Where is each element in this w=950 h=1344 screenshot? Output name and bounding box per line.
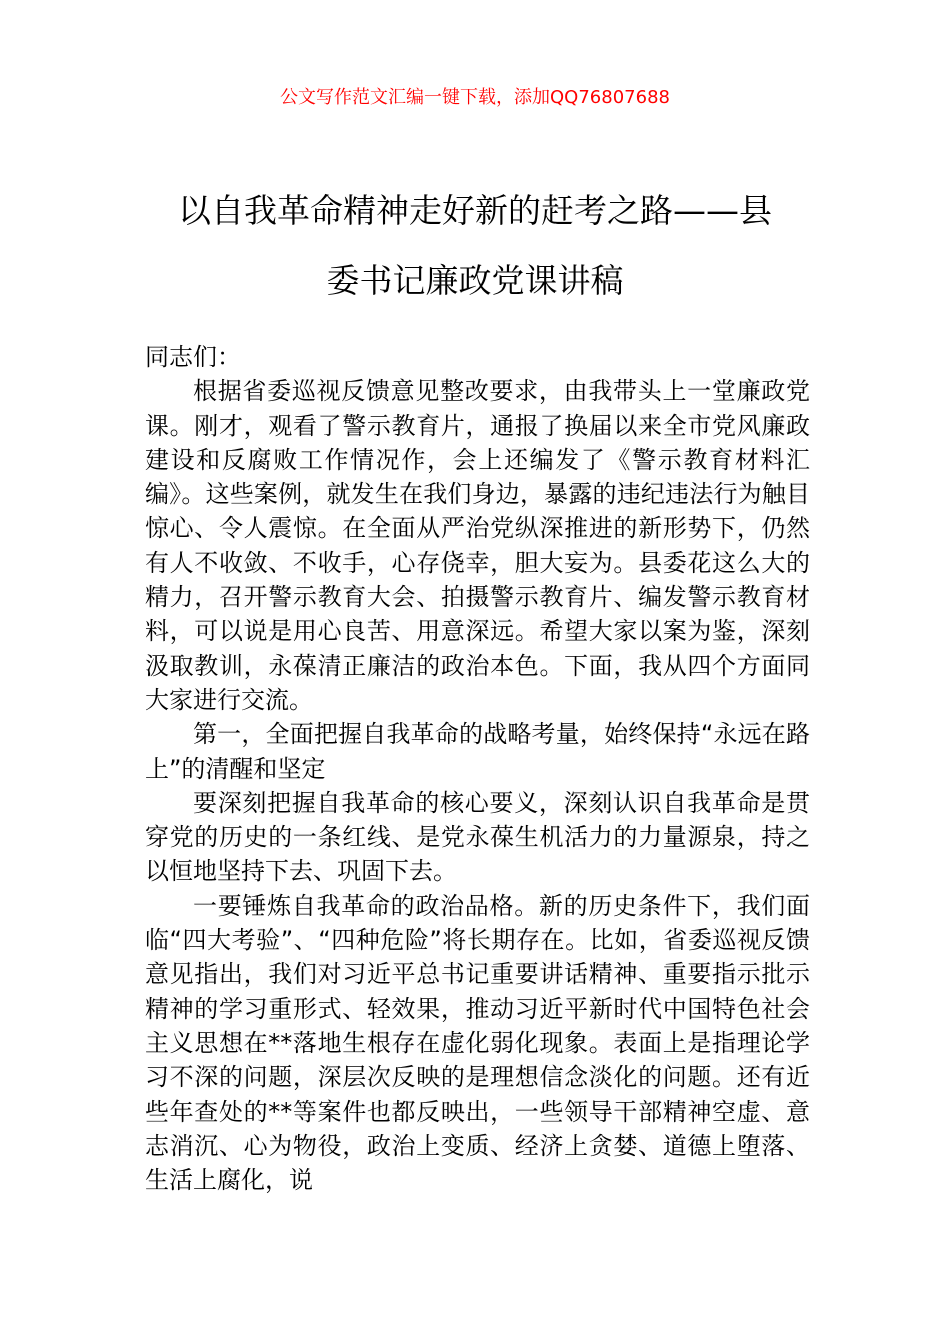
document-body bbox=[145, 340, 810, 1197]
download-notice: 公文写作范文汇编一键下载，添加QQ76807688 bbox=[280, 87, 670, 108]
title-line-1: 以自我革命精神走好新的赶考之路——县 bbox=[178, 191, 772, 230]
salutation: 同志们： bbox=[145, 343, 241, 371]
paragraph-political-character: 一要锤炼自我革命的政治品格。新的历史条件下，我们面临“四大考验”、“四种危险”将长期存在。比如，省委巡视反馈意见指出，我们对习近平总书记重要讲话精神、重要指示批示精神的学习重形式、轻效果，推动习近平新时代中国特色社会主义思想在**落地生根存在虚化弱化现象。表面上是指理论学习不深的问题，深层次反映的是理想信念淡化的问题。还有近些年查处的**等案件也都反映出，一些领导干部精神空虚、意志消沉、心为物役，政治上变质、经济上贪婪、道德上堕落、生活上腐化，说 bbox=[145, 891, 810, 1195]
paragraph-core-meaning: 要深刻把握自我革命的核心要义，深刻认识自我革命是贯穿党的历史的一条红线、是党永葆生机活力的力量源泉，持之以恒地坚持下去、巩固下去。 bbox=[145, 788, 810, 886]
paragraph-intro: 根据省委巡视反馈意见整改要求，由我带头上一堂廉政党课。刚才，观看了警示教育片，通报了换届以来全市党风廉政建设和反腐败工作情况作，会上还编发了《警示教育材料汇编》。这些案例，就发生在我们身边，暴露的违纪违法行为触目惊心、令人震惊。在全面从严治党纵深推进的新形势下，仍然有人不收敛、不收手，心存侥幸，胆大妄为。县委花这么大的精力，召开警示教育大会、拍摄警示教育片、编发警示教育材料，可以说是用心良苦、用意深远。希望大家以案为鉴，深刻汲取教训，永葆清正廉洁的政治本色。下面，我从四个方面同大家进行交流。 bbox=[145, 377, 810, 714]
title-line-2: 委书记廉政党课讲稿 bbox=[326, 261, 624, 300]
document-title bbox=[140, 176, 810, 316]
section-heading-1: 第一，全面把握自我革命的战略考量，始终保持“永远在路上”的清醒和坚定 bbox=[145, 720, 810, 783]
